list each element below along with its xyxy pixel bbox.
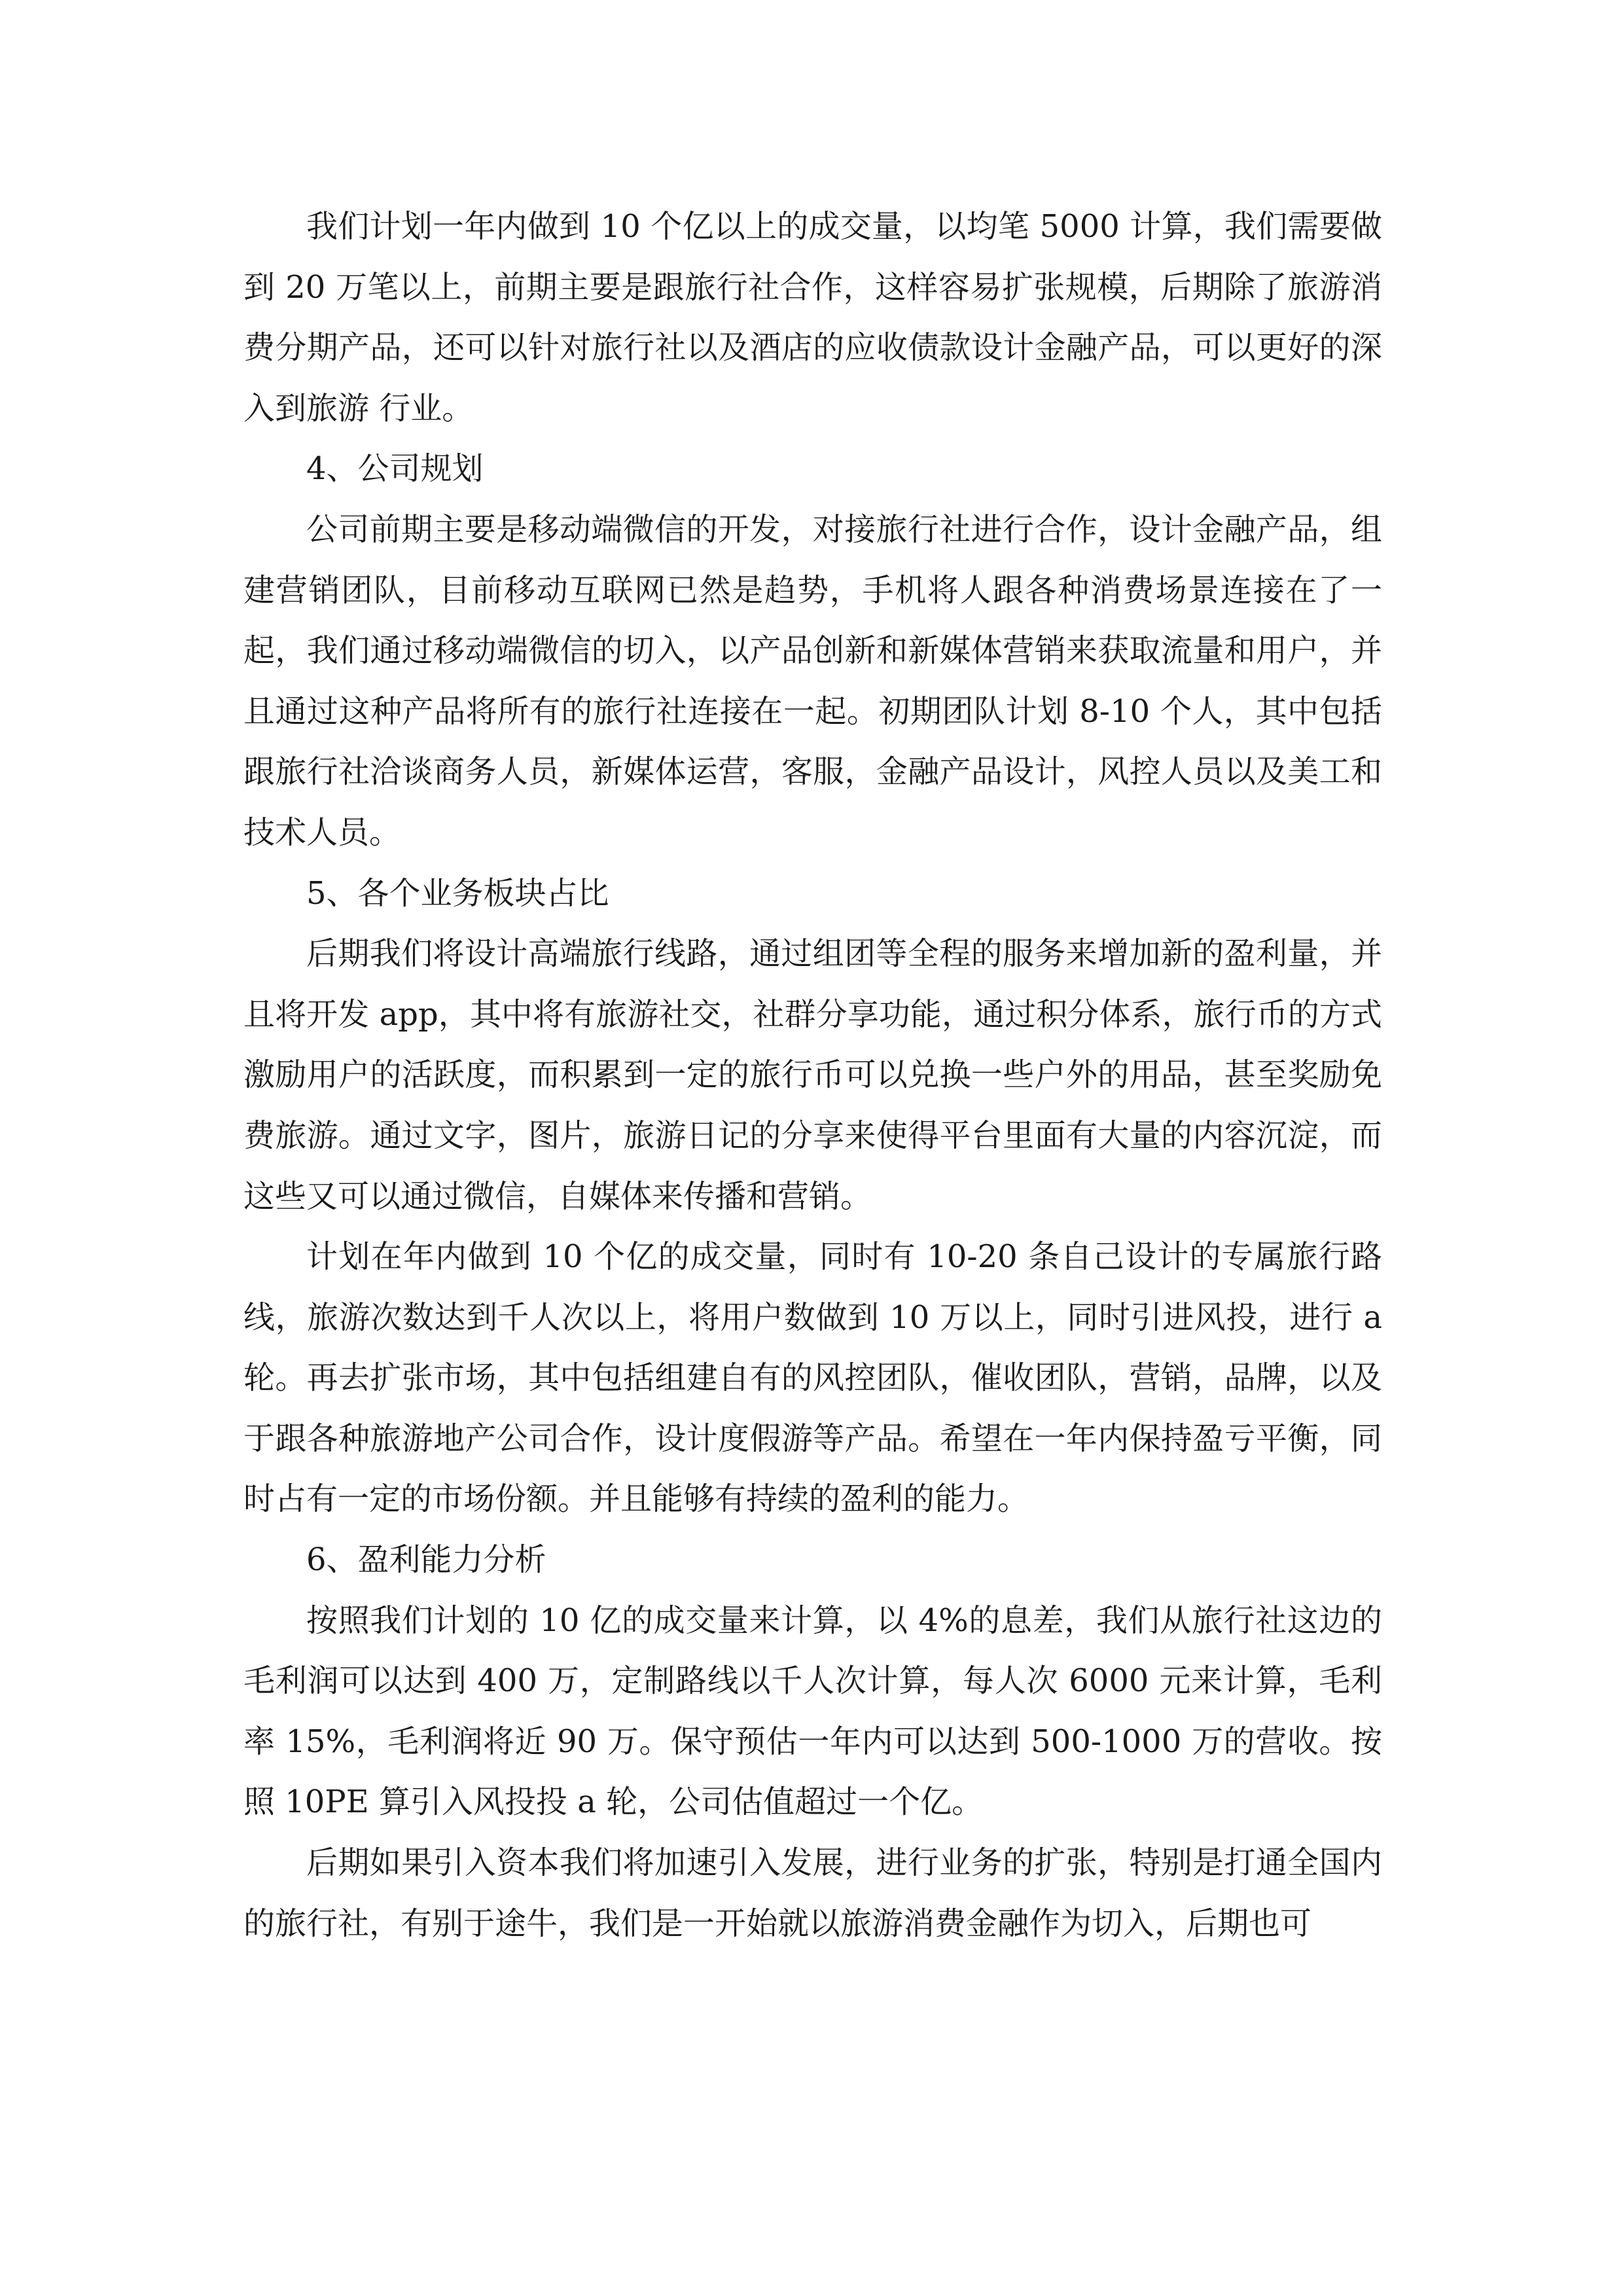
- section-heading-business-segments: 5、各个业务板块占比: [306, 874, 609, 912]
- paragraph-transaction-plan: 我们计划一年内做到 10 个亿以上的成交量，以均笔 5000 计算，我们需要做到 20 万笔以上，前期主要是跟旅行社合作，这样容易扩张规模，后期除了旅游消费分期产品，还可以针对旅行社以及酒店的应收债款设计金融产品，可以更好的深入到旅游 行业。: [243, 208, 1382, 427]
- paragraph-profitability: 按照我们计划的 10 亿的成交量来计算，以 4%的息差，我们从旅行社这边的毛利润可以达到 400 万，定制路线以千人次计算，每人次 6000 元来计算，毛利率 15%，毛利润将近 90 万。保守预估一年内可以达到 500-1000 万的营收。按照 10PE 算引入风投投 a 轮，公司估值超过一个亿。: [243, 1602, 1382, 1821]
- section-heading-company-planning: 4、公司规划: [306, 450, 484, 488]
- section-heading-profitability: 6、盈利能力分析: [306, 1541, 546, 1579]
- paragraph-business-segments: 后期我们将设计高端旅行线路，通过组团等全程的服务来增加新的盈利量，并且将开发 app，其中将有旅游社交，社群分享功能，通过积分体系，旅行币的方式激励用户的活跃度，而积累到一定的旅行币可以兑换一些户外的用品，甚至奖励免费旅游。通过文字，图片，旅游日记的分享来使得平台里面有大量的内容沉淀，而这些又可以通过微信，自媒体来传播和营销。: [243, 935, 1382, 1215]
- paragraph-company-planning: 公司前期主要是移动端微信的开发，对接旅行社进行合作，设计金融产品，组建营销团队，目前移动互联网已然是趋势，手机将人跟各种消费场景连接在了一起，我们通过移动端微信的切入，以产品创新和新媒体营销来获取流量和用户，并且通过这种产品将所有的旅行社连接在一起。初期团队计划 8-10 个人，其中包括跟旅行社洽谈商务人员，新媒体运营，客服，金融产品设计，风控人员以及美工和技术人员。: [243, 511, 1382, 851]
- paragraph-annual-plan: 计划在年内做到 10 个亿的成交量，同时有 10-20 条自己设计的专属旅行路线，旅游次数达到千人次以上，将用户数做到 10 万以上，同时引进风投，进行 a 轮。再去扩张市场，其中包括组建自有的风控团队，催收团队，营销，品牌，以及于跟各种旅游地产公司合作，设计度假游等产品。希望在一年内保持盈亏平衡，同时占有一定的市场份额。并且能够有持续的盈利的能力。: [243, 1238, 1382, 1518]
- document-body: [243, 196, 1382, 1954]
- paragraph-expansion: 后期如果引入资本我们将加速引入发展，进行业务的扩张，特别是打通全国内的旅行社，有别于途牛，我们是一开始就以旅游消费金融作为切入，后期也可: [243, 1844, 1382, 1942]
